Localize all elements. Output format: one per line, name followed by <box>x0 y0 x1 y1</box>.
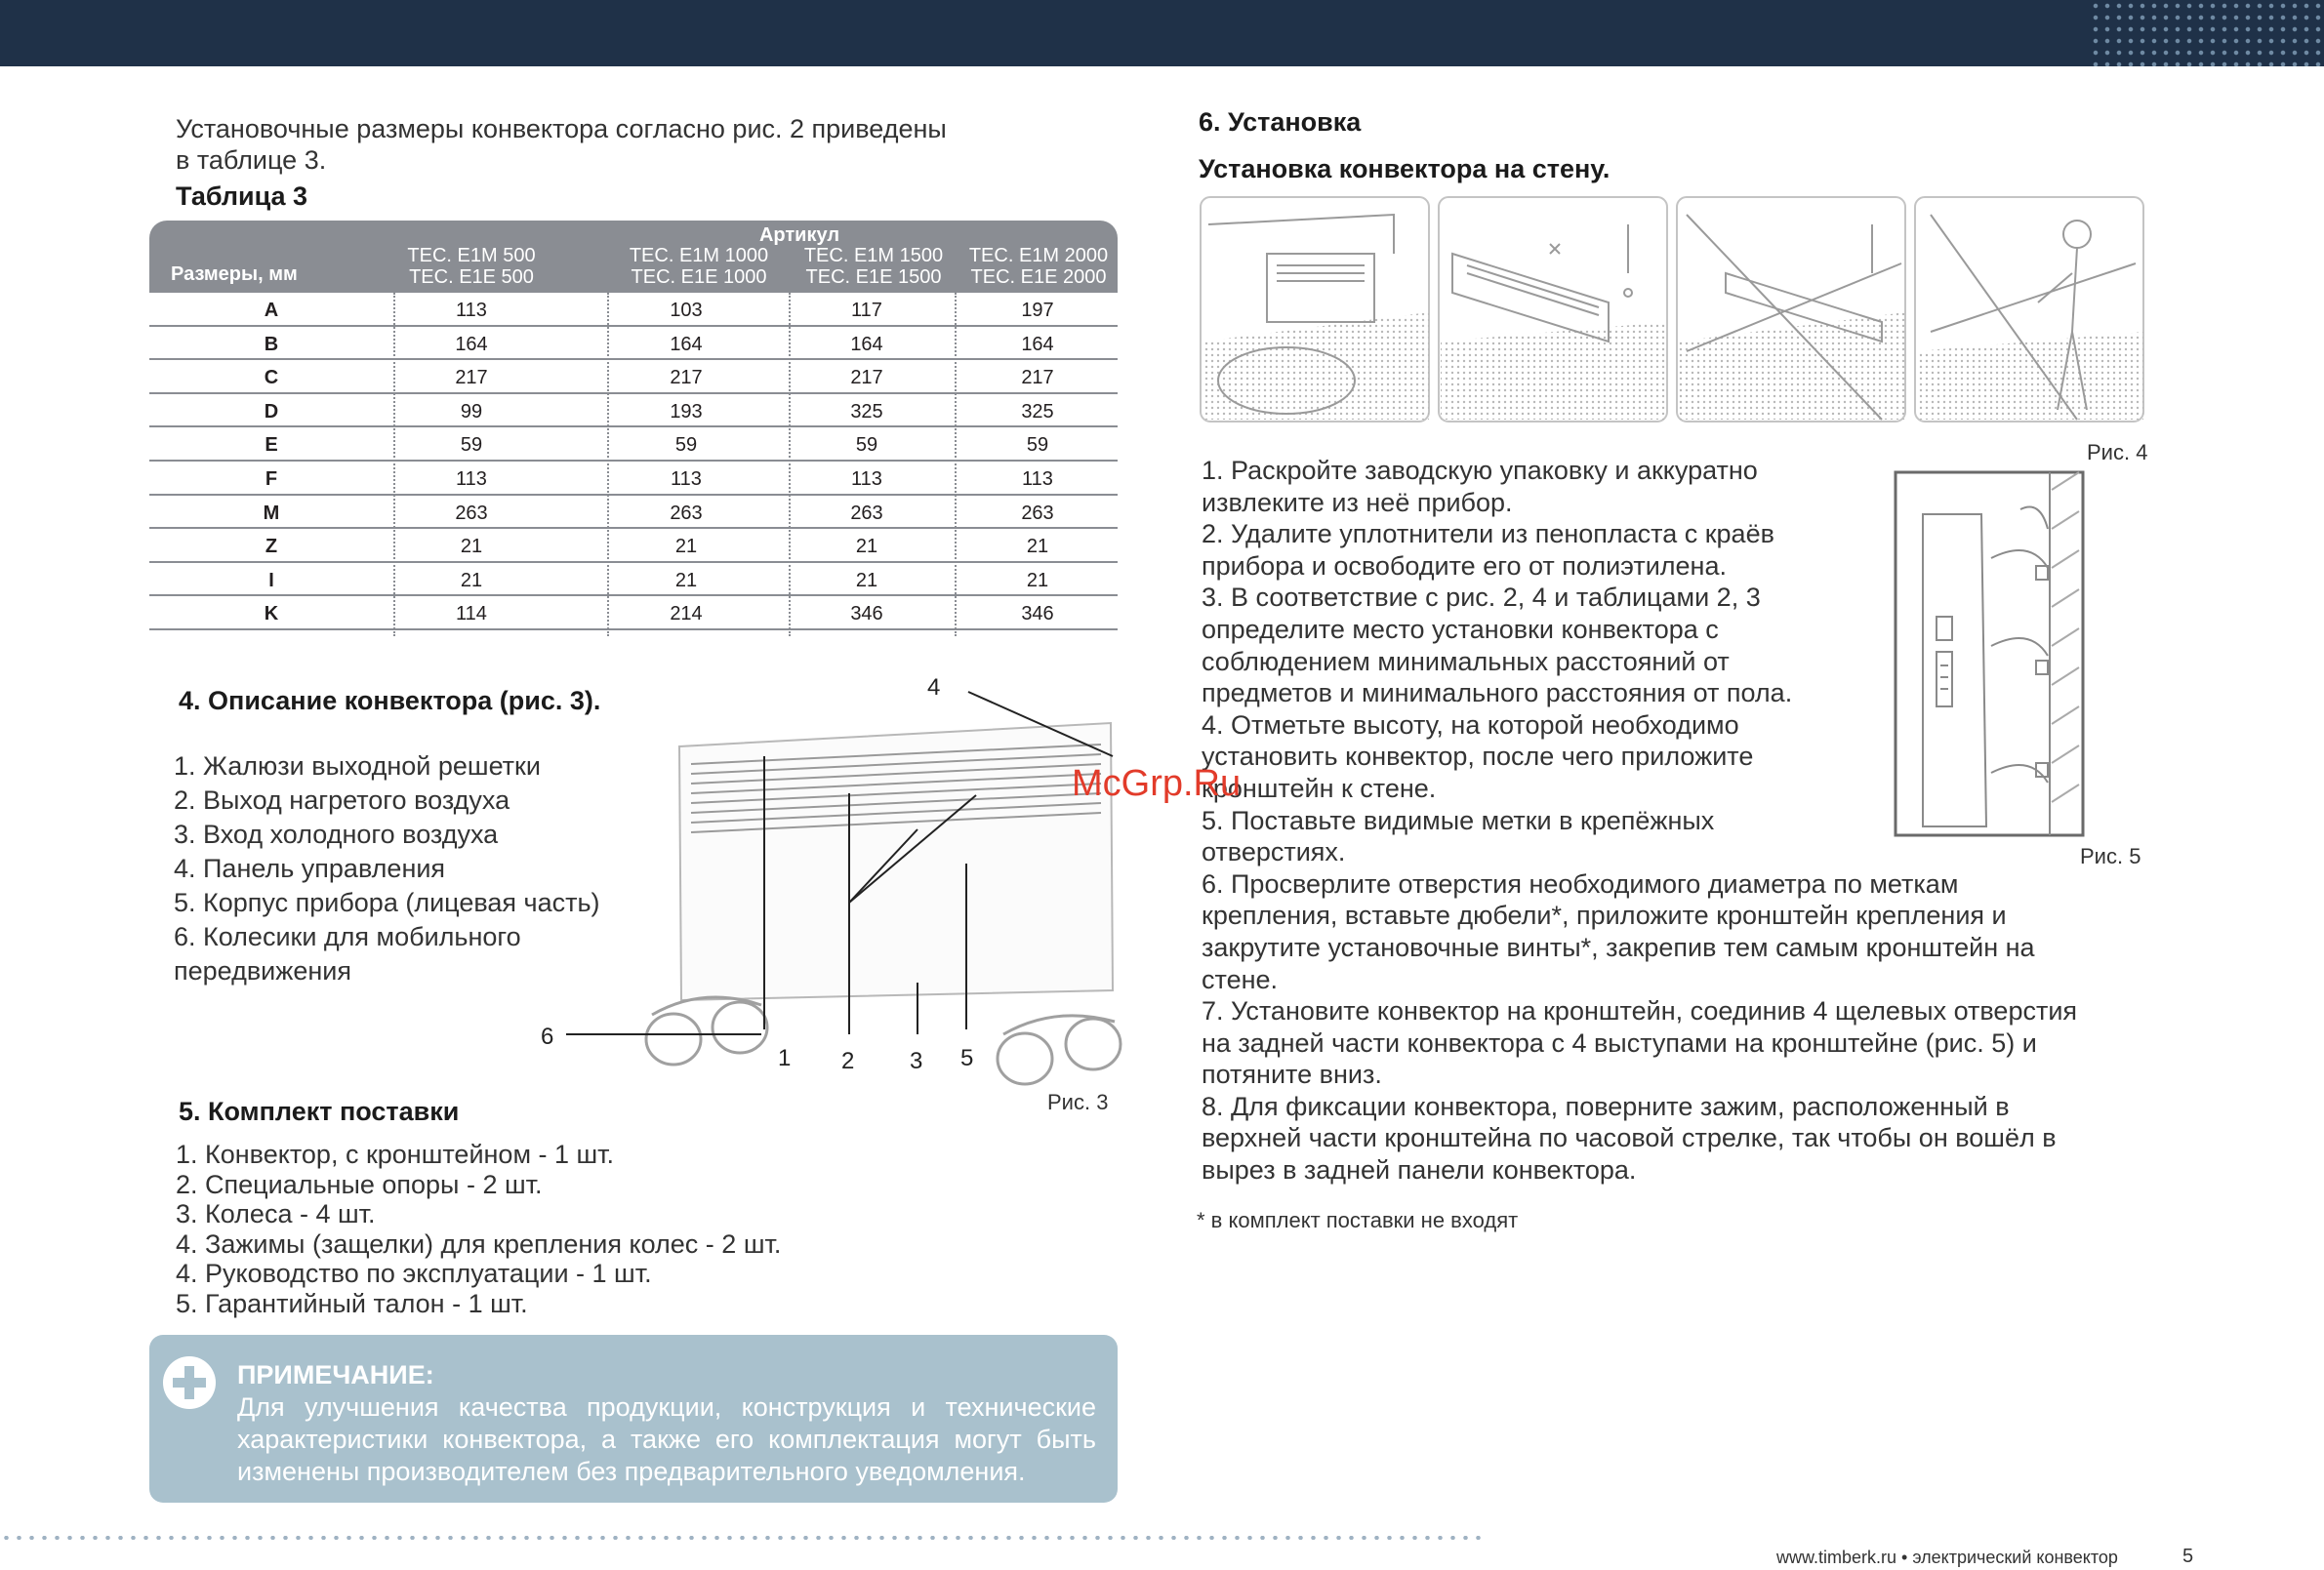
header-bar <box>0 0 2324 66</box>
list-item: 1. Жалюзи выходной решетки <box>174 751 541 781</box>
table-cell: 197 <box>1021 300 1054 321</box>
model-2-line-2: TEC. E1E 1000 <box>631 266 767 288</box>
table-row <box>149 529 1118 563</box>
table-cell: 217 <box>670 367 703 389</box>
row-label: Z <box>265 536 278 558</box>
table-cell: 263 <box>850 502 883 524</box>
table-divider <box>607 293 609 636</box>
figure-4-installation-steps <box>1199 195 2147 423</box>
list-item: 4. Зажимы (защелки) для крепления колес - 2 шт. <box>176 1228 782 1259</box>
row-label: M <box>263 502 280 524</box>
table-cell: 113 <box>456 300 487 321</box>
step-line: установить конвектор, после чего приложите <box>1202 742 1754 772</box>
step-line: закрутите установочные винты*, закрепив тем самым кронштейн на <box>1202 932 2035 962</box>
table-divider <box>393 293 395 636</box>
row-label: A <box>264 300 279 321</box>
table-cell: 103 <box>670 300 703 321</box>
table-row <box>149 462 1118 496</box>
row-label: E <box>265 434 278 457</box>
fig-label-1: 1 <box>778 1045 792 1071</box>
fig-label-2: 2 <box>841 1048 855 1074</box>
table-cell: 21 <box>855 536 878 558</box>
installation-illustrations <box>1199 195 2147 423</box>
table-row <box>149 293 1118 327</box>
table-header <box>149 221 1118 293</box>
table-row <box>149 327 1118 361</box>
figure-5-caption: Рис. 5 <box>2080 844 2141 868</box>
fig-label-4: 4 <box>927 674 941 701</box>
intro-line-1: Установочные размеры конвектора согласно рис. 2 приведены <box>176 114 947 143</box>
table-cell: 113 <box>851 467 882 490</box>
table-cell: 21 <box>1026 569 1049 591</box>
step-line: соблюдением минимальных расстояний от <box>1202 646 1730 676</box>
step-line: потяните вниз. <box>1202 1060 1382 1090</box>
table-row <box>149 360 1118 394</box>
footnote: * в комплект поставки не входят <box>1197 1208 1519 1232</box>
table-cell: 217 <box>850 367 883 389</box>
intro-text <box>176 113 947 176</box>
table-cell: 325 <box>850 400 883 423</box>
table-title: Таблица 3 <box>176 181 308 211</box>
fig-label-6: 6 <box>541 1024 554 1050</box>
list-item: 1. Конвектор, с кронштейном - 1 шт. <box>176 1140 615 1169</box>
table-cell: 59 <box>1026 434 1049 457</box>
section-5-title: 5. Комплект поставки <box>179 1097 460 1126</box>
step-line: отверстиях. <box>1202 837 1346 867</box>
dimensions-table <box>149 221 1118 630</box>
header-model-1 <box>393 245 550 288</box>
table-row <box>149 596 1118 630</box>
step-line: вырез в задней панели конвектора. <box>1202 1155 1637 1186</box>
step-line: 3. В соответствие с рис. 2, 4 и таблицами 2, 3 <box>1202 583 1761 613</box>
list-item: 6. Колесики для мобильного <box>174 922 521 951</box>
model-3-line-1: TEC. E1M 1500 <box>803 245 944 266</box>
section-6-subtitle: Установка конвектора на стену. <box>1199 154 1610 183</box>
table-cell: 193 <box>670 400 703 423</box>
table-cell: 113 <box>1022 467 1053 490</box>
table-row <box>149 427 1118 462</box>
list-item: 5. Гарантийный талон - 1 шт. <box>176 1288 528 1318</box>
table-cell: 325 <box>1021 400 1054 423</box>
figure-3-caption: Рис. 3 <box>1047 1090 1109 1114</box>
table-cell: 21 <box>460 536 483 558</box>
table-cell: 263 <box>455 502 488 524</box>
table-cell: 164 <box>850 333 883 355</box>
step-line: 5. Поставьте видимые метки в крепёжных <box>1202 805 1715 835</box>
header-model-3 <box>791 245 957 288</box>
row-label: F <box>265 467 278 490</box>
table-cell: 59 <box>855 434 878 457</box>
step-line: на задней части конвектора с 4 выступами на кронштейне (рис. 5) и <box>1202 1027 2037 1058</box>
table-cell: 59 <box>460 434 483 457</box>
step-line: 8. Для фиксации конвектора, поверните зажим, расположенный в <box>1202 1091 2010 1121</box>
table-cell: 21 <box>674 569 698 591</box>
step-line: 6. Просверлите отверстия необходимого диаметра по меткам <box>1202 868 1959 899</box>
row-label: I <box>268 569 274 591</box>
section-4-title: 4. Описание конвектора (рис. 3). <box>179 686 601 715</box>
plus-icon <box>163 1356 216 1409</box>
table-cell: 217 <box>455 367 488 389</box>
table-cell: 21 <box>1026 536 1049 558</box>
step-line: кронштейн к стене. <box>1202 773 1437 803</box>
header-dimensions: Размеры, мм <box>171 263 298 285</box>
figure-4-caption: Рис. 4 <box>2087 440 2148 464</box>
table-cell: 21 <box>674 536 698 558</box>
footer-dot-line <box>0 1536 1484 1540</box>
table-row <box>149 394 1118 428</box>
step-line: 7. Установите конвектор на кронштейн, соединив 4 щелевых отверстия <box>1202 996 2078 1027</box>
list-item: 5. Корпус прибора (лицевая часть) <box>174 888 600 917</box>
table-row <box>149 496 1118 530</box>
step-line: стене. <box>1202 964 1279 994</box>
watermark: McGrp.Ru <box>1072 763 1242 804</box>
header-model-4 <box>956 245 1121 288</box>
list-item: 4. Панель управления <box>174 854 446 883</box>
table-divider <box>955 293 957 636</box>
table-body <box>149 293 1118 630</box>
step-line: определите место установки конвектора с <box>1202 614 1719 644</box>
table-cell: 21 <box>460 569 483 591</box>
header-article: Артикул <box>758 224 840 246</box>
step-line: прибора и освободите его от полиэтилена. <box>1202 550 1727 581</box>
table-row <box>149 563 1118 597</box>
step-line: верхней части кронштейна по часовой стрелке, так чтобы он вошёл в <box>1202 1123 2057 1153</box>
list-item: 2. Специальные опоры - 2 шт. <box>176 1169 543 1199</box>
row-label: D <box>264 400 279 423</box>
row-label: B <box>264 333 279 355</box>
header-dot-pattern <box>2090 0 2324 66</box>
section-6-title: 6. Установка <box>1199 107 1362 137</box>
table-divider <box>789 293 791 636</box>
step-line: извлеките из неё прибор. <box>1202 487 1513 517</box>
intro-line-2: в таблице 3. <box>176 145 327 175</box>
table-cell: 114 <box>456 603 487 625</box>
footer-text: www.timberk.ru • электрический конвектор <box>1776 1548 2118 1567</box>
step-line: крепления, вставьте дюбели*, приложите кронштейн крепления и <box>1202 901 2007 931</box>
fig-label-5: 5 <box>960 1045 974 1071</box>
list-item: передвижения <box>174 956 351 986</box>
table-cell: 164 <box>1021 333 1054 355</box>
step-line: предметов и минимального расстояния от пола. <box>1202 678 1793 708</box>
installation-steps <box>1202 455 2158 1187</box>
table-cell: 263 <box>670 502 703 524</box>
table-cell: 113 <box>671 467 702 490</box>
list-item: 2. Выход нагретого воздуха <box>174 785 510 815</box>
step-line: 1. Раскройте заводскую упаковку и аккуратно <box>1202 456 1758 485</box>
step-line: 4. Отметьте высоту, на которой необходимо <box>1202 709 1739 740</box>
figure-3-convector <box>537 668 1122 1127</box>
fig-label-3: 3 <box>910 1048 923 1074</box>
note-title: ПРИМЕЧАНИЕ: <box>237 1360 434 1389</box>
table-cell: 346 <box>1021 603 1054 625</box>
model-3-line-2: TEC. E1E 1500 <box>805 266 942 288</box>
model-1-line-1: TEC. E1M 500 <box>407 245 536 266</box>
step-line: 2. Удалите уплотнители из пенопласта с краёв <box>1202 519 1774 549</box>
row-label: K <box>264 603 279 625</box>
convector-illustration <box>537 668 1122 1127</box>
model-1-line-2: TEC. E1E 500 <box>409 266 534 288</box>
list-item: 3. Вход холодного воздуха <box>174 820 499 849</box>
table-cell: 346 <box>850 603 883 625</box>
section-5-list <box>176 1140 781 1319</box>
model-4-line-1: TEC. E1M 2000 <box>968 245 1109 266</box>
table-cell: 164 <box>455 333 488 355</box>
table-cell: 59 <box>674 434 698 457</box>
list-item: 4. Руководство по эксплуатации - 1 шт. <box>176 1259 652 1289</box>
table-cell: 214 <box>670 603 703 625</box>
page-number: 5 <box>2182 1546 2194 1567</box>
header-model-2 <box>616 245 782 288</box>
table-cell: 217 <box>1021 367 1054 389</box>
table-cell: 164 <box>670 333 703 355</box>
model-2-line-1: TEC. E1M 1000 <box>629 245 769 266</box>
list-item: 3. Колеса - 4 шт. <box>176 1199 376 1229</box>
table-cell: 117 <box>851 300 882 321</box>
table-cell: 263 <box>1021 502 1054 524</box>
table-cell: 113 <box>456 467 487 490</box>
note-box <box>149 1335 1118 1503</box>
table-cell: 99 <box>460 400 483 423</box>
model-4-line-2: TEC. E1E 2000 <box>970 266 1107 288</box>
row-label: C <box>264 367 279 389</box>
note-text: Для улучшения качества продукции, конструкция и технические характеристики конвектора, а также его комплектация могут быть изменены производителем без предварительного уведомления. <box>237 1392 1096 1486</box>
table-cell: 21 <box>855 569 878 591</box>
